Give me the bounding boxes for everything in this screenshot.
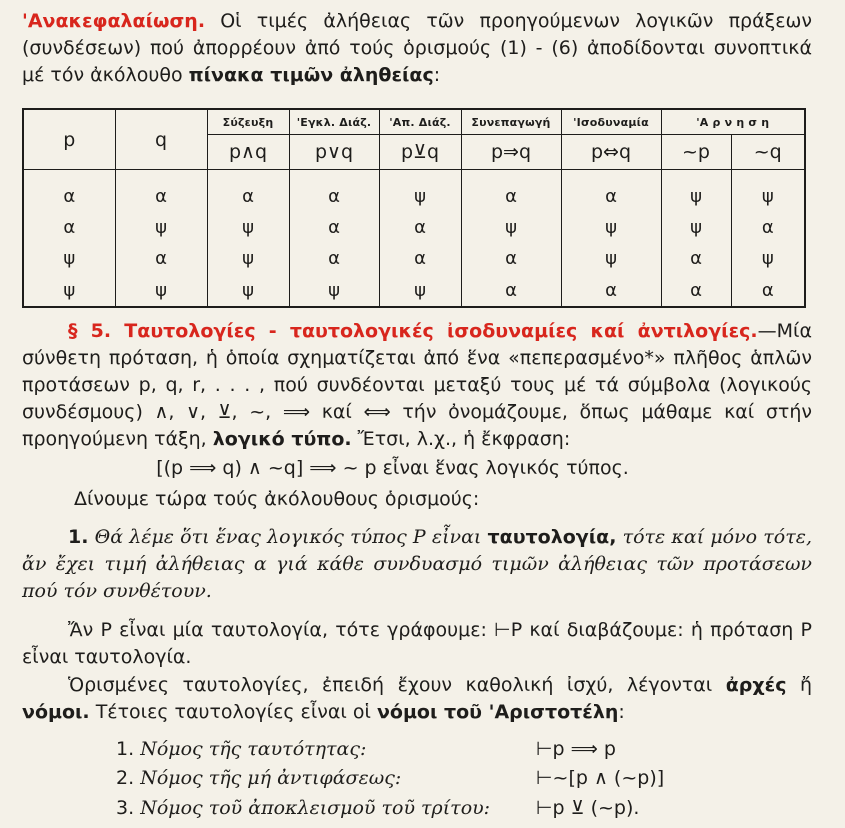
law-number: 2. [116,767,135,789]
section-paragraph [22,318,812,453]
symbol-not-q: ~q [731,135,805,170]
cell: α [661,243,731,274]
law-number: 1. [116,738,135,760]
symbol-or: p∨q [289,135,379,170]
group-negation: 'Α ρ ν η σ η [661,109,805,135]
group-inclusive-disjunction: 'Εγκλ. Διάζ. [289,109,379,135]
cell: ψ [63,248,76,270]
symbol-xor: p⊻q [379,135,461,170]
cell: α [289,243,379,274]
cell: α [63,185,76,207]
symbol-not-p: ~p [661,135,731,170]
definitions-intro: Δίνουμε τώρα τούς ἀκόλουθους ὁρισμούς: [74,488,480,510]
cell: α [731,275,805,307]
symbol-implies: p⇒q [461,135,561,170]
cell: α [661,275,731,307]
table-row [23,243,805,274]
law-1-formula: ⊢p ⟹ p [536,738,616,760]
law-name: Νόμος τῆς ταυτότητας: [140,738,367,760]
laws-bold-principles: ἀρχές [725,674,787,696]
section-text-end: Ἔτσι, λ.χ., ἡ ἔκφραση: [351,428,571,450]
definition-text-end: τότε καί μόνο τότε, ἄν ἔχει τιμή ἀλήθειας α γιά κάθε συνδυασμό τιμῶν ἀλήθειας τῶν προτάσεων πού τόν συνθέτουν. [22,526,812,602]
group-exclusive-disjunction: 'Απ. Διάζ. [379,109,461,135]
laws-paragraph [22,672,812,726]
cell: α [289,170,379,213]
cell: α [289,212,379,243]
table-row [23,275,805,307]
symbol-and: p∧q [207,135,289,170]
cell: ψ [661,170,731,213]
cell: ψ [561,212,661,243]
cell: α [115,170,207,213]
section-bold: λογικό τύπο. [212,428,352,450]
intro-bold: πίνακα τιμῶν ἀληθείας [188,64,434,86]
cell: α [63,217,76,239]
cell: ψ [379,275,461,307]
example-formula: [(p ⟹ q) ∧ ~q] ⟹ ~ p εἶναι ἕνας λογικός τύπος. [156,457,629,479]
cell: ψ [207,243,289,274]
cell: α [561,275,661,307]
law-1 [116,738,366,760]
definition-number: 1. [68,526,89,548]
cell: α [461,275,561,307]
group-implication: Συνεπαγωγή [461,109,561,135]
definition-term: ταυτολογία, [487,526,617,548]
col-header-p: p [23,109,115,170]
cell: α [379,243,461,274]
laws-colon: : [618,701,625,723]
table-row [23,212,805,243]
section-heading: § 5. Ταυτολογίες - ταυτολογικές ἰσοδυναμίες καί ἀντιλογίες. [68,320,758,342]
definition-1 [22,524,812,605]
section-text: —Μία σύνθετη πρόταση, ἡ ὁποία σχηματίζεται ἀπό ἕνα «πεπερασμένο*» πλῆθος ἁπλῶν προτάσεων p, q, r, . . . , πού συνδέονται μεταξύ τους μέ τά σύμβολα (λογικούς συνδέσμους) ∧, ∨, ⊻, ~, ⟹ καί ⟺ τήν ὀνομάζουμε, ὅπως μάθαμε καί στήν προηγούμενη τάξη, [22,320,812,450]
cell: α [461,243,561,274]
cell: ψ [207,212,289,243]
laws-text-or: ἤ [786,674,812,696]
law-number: 3. [116,797,135,819]
intro-paragraph [22,8,812,89]
cell: ψ [379,170,461,213]
cell: α [115,243,207,274]
group-equivalence: 'Ισοδυναμία [561,109,661,135]
cell: ψ [115,275,207,307]
law-name: Νόμος τοῦ ἀποκλεισμοῦ τοῦ τρίτου: [140,797,491,819]
group-conjunction: Σύζευξη [207,109,289,135]
cell: α [379,212,461,243]
cell: ψ [731,170,805,213]
intro-text: Οἱ τιμές ἀλήθειας τῶν προηγούμενων λογικῶν πράξεων (συνδέσεων) πού ἀπορρέουν ἀπό τούς ὁρισμούς (1) - (6) ἀποδίδονται συνοπτικά μέ τόν ἀκόλουθο [22,10,812,86]
cell: α [561,170,661,213]
cell: ψ [115,212,207,243]
definition-text: Θά λέμε ὅτι ἕνας λογικός τύπος P εἶναι [88,526,488,548]
cell: ψ [661,212,731,243]
cell: α [461,170,561,213]
cell: ψ [731,243,805,274]
intro-heading: 'Ανακεφαλαίωση. [22,10,206,32]
cell: ψ [561,243,661,274]
symbol-iff: p⇔q [561,135,661,170]
laws-text-such: Τέτοιες ταυτολογίες εἶναι οἱ [89,701,377,723]
laws-bold-laws: νόμοι. [22,701,90,723]
cell: ψ [461,212,561,243]
law-name: Νόμος τῆς μή ἀντιφάσεως: [140,767,402,789]
tautology-notation-paragraph: Ἄν P εἶναι μία ταυτολογία, τότε γράφουμε: ⊢P καί διαβάζουμε: ἡ πρόταση P εἶναι ταυτολογία. [22,619,812,668]
cell: α [207,170,289,213]
laws-bold-aristotle: νόμοι τοῦ 'Αριστοτέλη [376,701,619,723]
col-header-q: q [115,109,207,170]
intro-colon: : [433,64,441,86]
table-row [23,170,805,213]
law-2-formula: ⊢~[p ∧ (~p)] [536,767,665,789]
law-3-formula: ⊢p ⊻ (~p). [536,797,640,819]
cell: α [731,212,805,243]
law-3 [116,797,490,819]
truth-table [22,108,806,308]
law-2 [116,767,401,789]
cell: ψ [207,275,289,307]
cell: ψ [63,279,76,301]
cell: ψ [289,275,379,307]
laws-text: Ὁρισμένες ταυτολογίες, ἐπειδή ἔχουν καθολική ἰσχύ, λέγονται [68,674,726,696]
